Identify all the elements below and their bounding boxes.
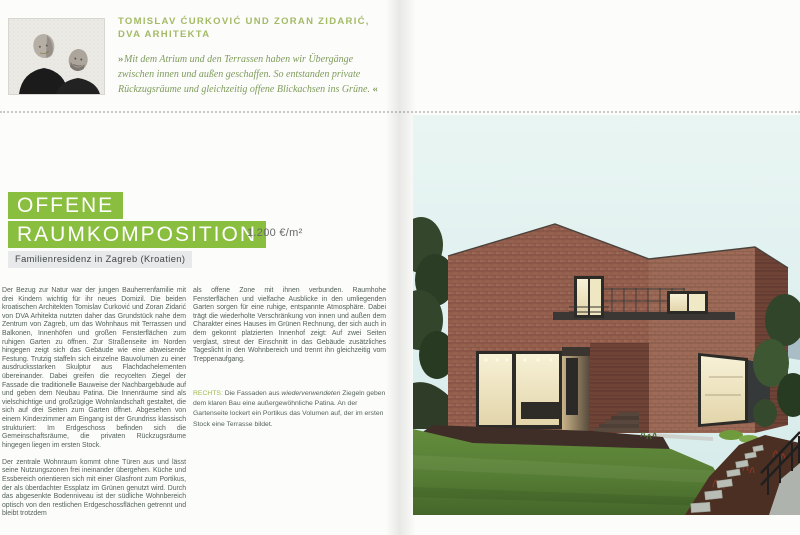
window-kitchen	[698, 353, 748, 427]
architects-portrait-illustration	[9, 19, 104, 94]
portico	[562, 347, 590, 431]
window-upper-right	[667, 291, 708, 314]
pull-quote	[118, 52, 386, 98]
architects-portrait-photo	[8, 18, 105, 95]
quote-close-mark: «	[372, 83, 376, 95]
caption-label: RECHTS:	[193, 390, 225, 397]
price-per-sqm: 1.200 €/m²	[247, 227, 303, 239]
architect-names-line2: DVA ARHITEKTA	[118, 29, 211, 40]
house	[448, 224, 788, 441]
inner-door	[566, 358, 578, 415]
house-photo-illustration	[413, 115, 800, 515]
caption-text-italic: wiederverwendeten	[281, 390, 341, 397]
photo-caption	[193, 389, 386, 430]
body-paragraph-2: Der zentrale Wohnraum kommt ohne Türen aus und lässt seine Nutzungszonen frei ineinander übergehen. Küche und Essbereich orientieren sich mit einer Glasfront zum Portikus, der als überdachter Essplatz im Grünen genutzt wird. Durch das abgesenkte Bodenniveau ist der südliche Wohnbereich optisch von den restlichen Erdgeschossflächen getrennt und bleibt trotzdem	[2, 458, 186, 518]
architect-names-line1: TOMISLAV ĆURKOVIĆ UND ZORAN ZIDARIĆ,	[118, 16, 370, 27]
body-paragraph-1: Der Bezug zur Natur war der jungen Bauherrenfamilie mit drei Kindern wichtig für ihr neues Domizil. Die beiden kroatischen Architekten Tomislav Ćurković und Zoran Zidarić von DVA Arhitekta nutzten daher das Grundstück nahe dem Zentrum von Zagreb, um das Wohnhaus mit Terrassen und Balkonen, Innenhöfen und großen Fensterflächen zum ruhigen Garten zu öffnen. Zur Straßenseite im Norden hingegen zeigt sich das Gebäude wie eine abweisende Festung. Trutzig staffeln sich einzelne Bauvolumen zu einer ausdrucksstarken Skulptur aus Flachdachelementen übereinander. Dabei greifen die recycelten Ziegel der Fassade die traditionelle Bauweise der Nachbargebäude auf und geben dem Neubau Patina. Die Innenräume sind als vielschichtige und großzügige Wohnlandschaft gestaltet, die sich auf drei Seiten zum Garten öffnet. Abgesehen von einem Kinderzimmer am Eingang ist der Grundriss klassisch strukturiert: Im Erdgeschoss befinden sich die Gemeinschaftsräume, die privaten Rückzugsräume hingegen liegen im ersten Stock.	[2, 287, 186, 449]
sofa-silhouette	[521, 402, 559, 419]
article-title-line2: RAUMKOMPOSITION	[8, 221, 266, 248]
body-column-2	[193, 287, 386, 373]
main-house-photo	[413, 115, 800, 515]
book-gutter-shadow	[386, 0, 416, 535]
body-paragraph-3: als offene Zone mit ihnen verbunden. Raumhohe Fensterflächen und vielfache Ausblicke in den umliegenden Garten sorgen für eine ruhige, entspannte Atmosphäre. Dabei trägt die wiederholte Verschränkung von innen und außen dem Charakter eines Hauses im Grünen Rechnung, der sich auch in dem gekonnt platzierten Innenhof zeigt: Auf zwei Seiten verglast, streut der Einschnitt in das Gebäude zusätzliches Tageslicht in den Wohnbereich und trennt ihn gleichzeitig vom Treppenaufgang.	[193, 287, 386, 363]
article-title-line1: OFFENE	[8, 192, 123, 219]
body-column-1	[2, 287, 186, 528]
portico-soffit	[562, 347, 590, 356]
quote-open-mark: »	[118, 53, 122, 65]
architect-names-header	[118, 15, 388, 41]
quote-text: Mit dem Atrium und den Terrassen haben wir Übergänge zwischen innen und außen geschaffen. So entstanden private Rückzugsräume und gleichzeitig offene Blickachsen ins Grüne.	[118, 54, 373, 95]
caption-text-post: Ziegeln geben dem klaren Bau eine außergewöhnliche Patina. An der Gartenseite lockert ein Portikus das Volumen auf, der im ersten Stock eine Terrasse bildet.	[193, 390, 386, 428]
ground-floor-glass-wall	[476, 351, 562, 429]
window-upper-left	[569, 276, 609, 318]
caption-text-pre: Die Fassaden aus	[224, 390, 282, 397]
article-subtitle: Familienresidenz in Zagreb (Kroatien)	[8, 251, 192, 268]
